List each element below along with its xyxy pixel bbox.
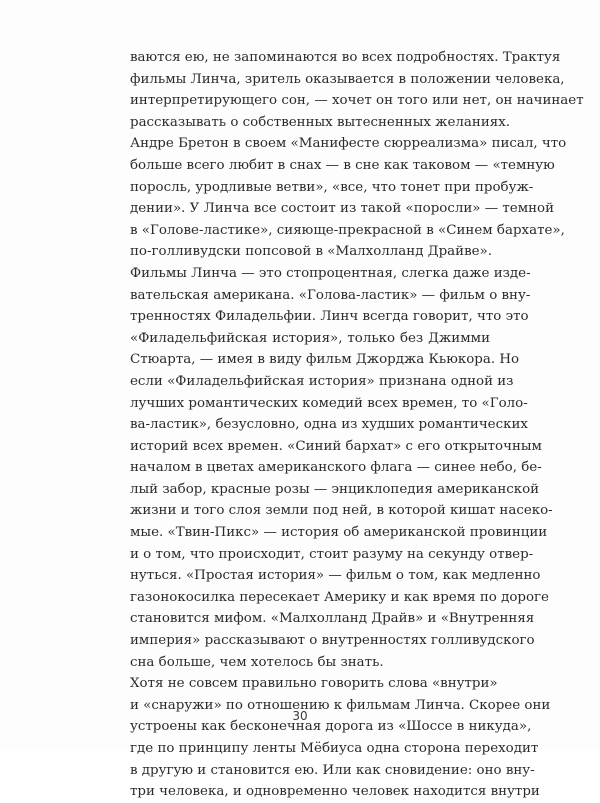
paragraph — [130, 263, 553, 673]
text-line: где по принципу ленты Мёбиуса одна сторона переходит — [130, 741, 539, 756]
text-line: лучших романтических комедий всех времен, то «Голо- — [130, 395, 528, 411]
text-line: в «Голове-ластике», сияюще-прекрасной в «Синем бархате», — [130, 222, 565, 238]
text-line: больше всего любит в снах — в сне как таковом — «темную — [130, 157, 555, 173]
text-line: тренностях Филадельфии. Линч всегда говорит, что это — [130, 309, 529, 325]
text-line: интерпретирующего сон, — хочет он того или нет, он начинает — [130, 93, 584, 109]
text-line: сна больше, чем хотелось бы знать. — [130, 654, 384, 670]
text-line: Андре Бретон в своем «Манифесте сюрреализма» писал, что — [130, 136, 567, 152]
text-line: газонокосилка пересекает Америку и как время по дороге — [130, 589, 549, 605]
text-line: Стюарта, — имея в виду фильм Джорджа Кьюкора. Но — [130, 352, 520, 368]
text-line: Фильмы Линча — это стопроцентная, слегка даже изде- — [130, 265, 531, 281]
text-line: историй всех времен. «Синий бархат» с его открыточным — [130, 438, 542, 454]
paragraph — [130, 133, 567, 263]
text-line: мые. «Твин-Пикс» — история об американской провинции — [130, 525, 548, 541]
text-line: устроены как бесконечная дорога из «Шоссе в никуда», — [130, 719, 532, 735]
text-line: три человека, и одновременно человек находится внутри — [130, 784, 540, 800]
text-line: нуться. «Простая история» — фильм о том, как медленно — [130, 568, 541, 584]
text-line: рассказывать о собственных вытесненных желаниях. — [130, 114, 511, 130]
text-line: если «Филадельфийская история» признана одной из — [130, 373, 514, 389]
text-line: в другую и становится ею. Или как сновидение: оно вну- — [130, 762, 535, 778]
text-line: вательская американа. «Голова-ластик» — фильм о вну- — [130, 287, 531, 303]
text-line: ва-ластик», безусловно, одна из худших романтических — [130, 417, 528, 433]
text-line: по-голливудски попсовой в «Малхолланд Драйве». — [130, 244, 492, 260]
text-line: началом в цветах американского флага — синее небо, бе- — [130, 460, 542, 476]
page-number: 30 — [292, 709, 308, 723]
paragraph — [130, 673, 551, 803]
text-line: фильмы Линча, зритель оказывается в положении человека, — [130, 71, 565, 87]
body-text — [130, 47, 584, 803]
text-line: становится мифом. «Малхолланд Драйв» и «Внутренняя — [130, 611, 535, 627]
text-line: жизни и того слоя земли под ней, в которой кишат насеко- — [130, 503, 553, 519]
text-line: и о том, что происходит, стоит разуму на секунду отвер- — [130, 546, 534, 562]
text-line: и «снаружи» по отношению к фильмам Линча. Скорее они — [130, 697, 551, 713]
text-line: поросль, уродливые ветви», «все, что тонет при пробуж- — [130, 179, 534, 195]
paragraph — [130, 47, 584, 133]
text-line: империя» рассказывают о внутренностях голливудского — [130, 633, 535, 649]
text-line: ваются ею, не запоминаются во всех подробностях. Трактуя — [130, 50, 561, 65]
text-line: Хотя не совсем правильно говорить слова «внутри» — [130, 676, 498, 692]
text-line: дении». У Линча все состоит из такой «поросли» — темной — [130, 201, 555, 217]
text-line: «Филадельфийская история», только без Джимми — [130, 330, 490, 346]
text-line: лый забор, красные розы — энциклопедия американской — [130, 481, 540, 497]
